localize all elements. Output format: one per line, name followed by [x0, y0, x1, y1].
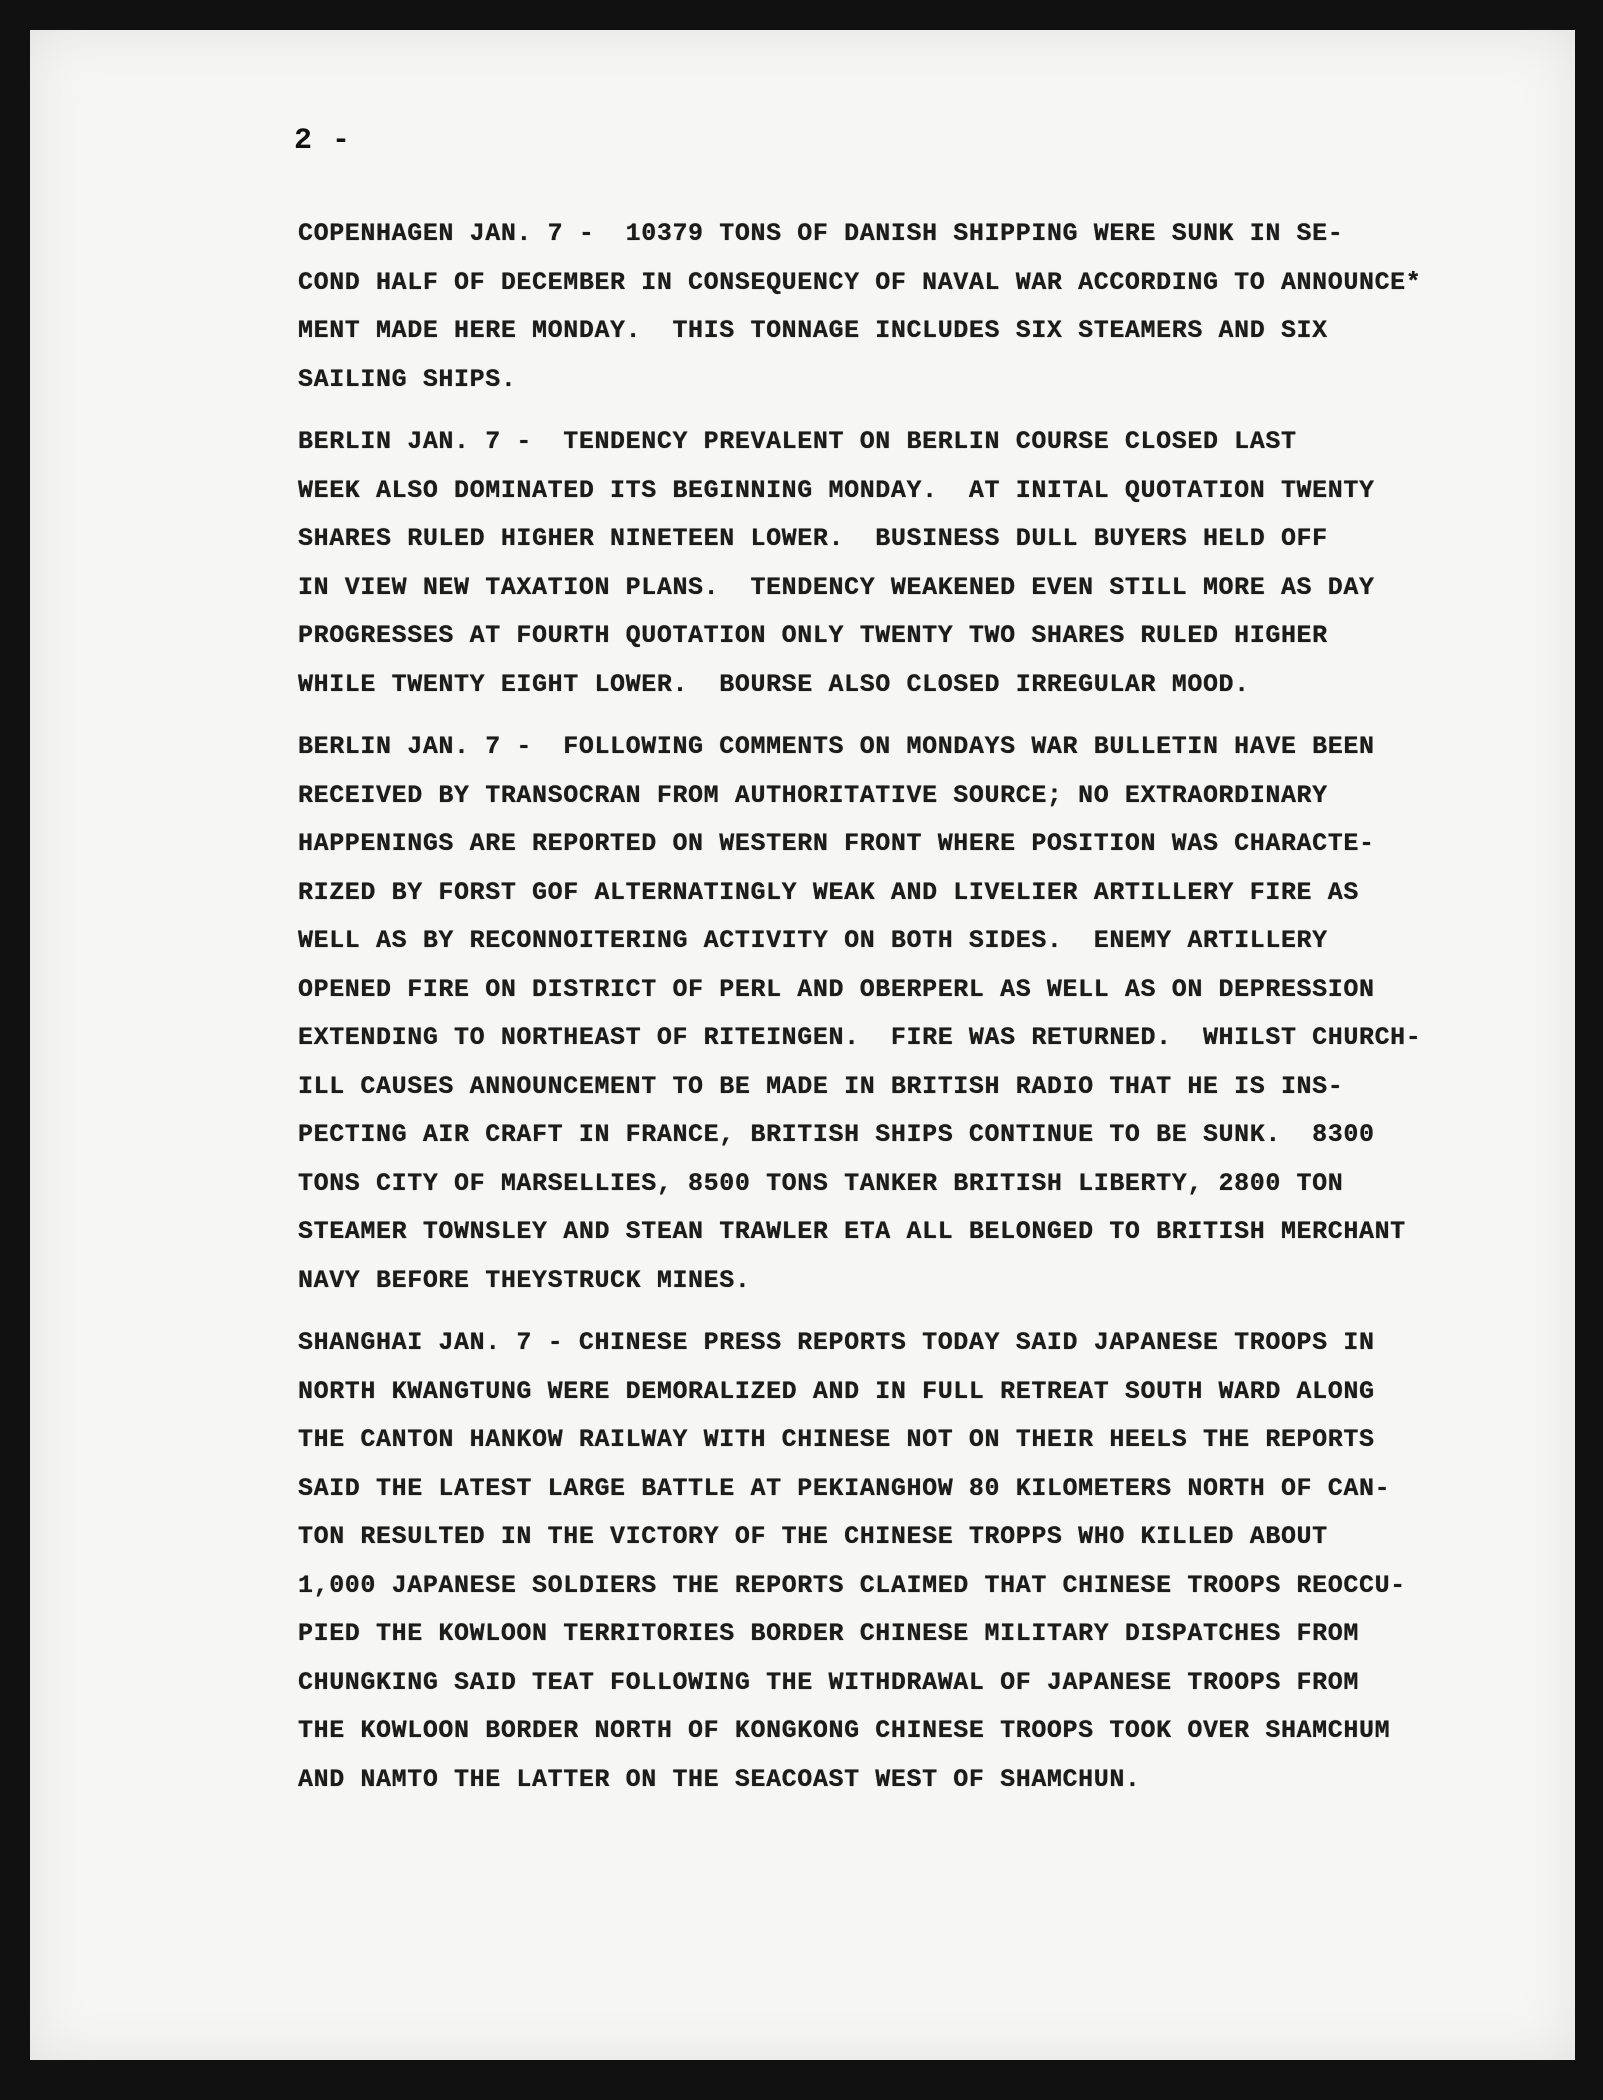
text-line: ILL CAUSES ANNOUNCEMENT TO BE MADE IN BRITISH RADIO THAT HE IS INS-	[298, 1071, 1344, 1101]
text-line: BERLIN JAN. 7 - FOLLOWING COMMENTS ON MONDAYS WAR BULLETIN HAVE BEEN	[298, 732, 1375, 761]
text-line: PROGRESSES AT FOURTH QUOTATION ONLY TWENTY TWO SHARES RULED HIGHER	[298, 621, 1328, 650]
text-line: SAILING SHIPS.	[298, 364, 517, 394]
text-line: WELL AS BY RECONNOITERING ACTIVITY ON BOTH SIDES. ENEMY ARTILLERY	[298, 926, 1328, 955]
text-line: MENT MADE HERE MONDAY. THIS TONNAGE INCLUDES SIX STEAMERS AND SIX	[298, 316, 1328, 345]
text-line: BERLIN JAN. 7 - TENDENCY PREVALENT ON BERLIN COURSE CLOSED LAST	[298, 427, 1297, 456]
text-line: COPENHAGEN JAN. 7 - 10379 TONS OF DANISH SHIPPING WERE SUNK IN SE-	[298, 219, 1344, 248]
text-line: SHANGHAI JAN. 7 - CHINESE PRESS REPORTS TODAY SAID JAPANESE TROOPS IN	[298, 1328, 1375, 1357]
text-line: HAPPENINGS ARE REPORTED ON WESTERN FRONT WHERE POSITION WAS CHARACTE-	[298, 829, 1375, 858]
text-line: WHILE TWENTY EIGHT LOWER. BOURSE ALSO CLOSED IRREGULAR MOOD.	[298, 669, 1250, 699]
news-item-berlin-bourse	[298, 418, 1478, 709]
text-line: AND NAMTO THE LATTER ON THE SEACOAST WEST OF SHAMCHUN.	[298, 1764, 1141, 1794]
teletype-text	[298, 210, 1478, 1818]
text-line: TON RESULTED IN THE VICTORY OF THE CHINESE TROPPS WHO KILLED ABOUT	[298, 1522, 1328, 1551]
text-line: THE KOWLOON BORDER NORTH OF KONGKONG CHINESE TROOPS TOOK OVER SHAMCHUM	[298, 1716, 1391, 1745]
text-line: OPENED FIRE ON DISTRICT OF PERL AND OBERPERL AS WELL AS ON DEPRESSION	[298, 974, 1375, 1004]
news-item-berlin-war-bulletin	[298, 723, 1478, 1305]
text-line: EXTENDING TO NORTHEAST OF RITEINGEN. FIRE WAS RETURNED. WHILST CHURCH-	[298, 1023, 1422, 1052]
text-line: THE CANTON HANKOW RAILWAY WITH CHINESE NOT ON THEIR HEELS THE REPORTS	[298, 1425, 1375, 1454]
text-line: WEEK ALSO DOMINATED ITS BEGINNING MONDAY. AT INITAL QUOTATION TWENTY	[298, 475, 1375, 505]
text-line: TONS CITY OF MARSELLIES, 8500 TONS TANKER BRITISH LIBERTY, 2800 TON	[298, 1168, 1344, 1198]
text-line: NORTH KWANGTUNG WERE DEMORALIZED AND IN FULL RETREAT SOUTH WARD ALONG	[298, 1376, 1375, 1406]
text-line: PECTING AIR CRAFT IN FRANCE, BRITISH SHIPS CONTINUE TO BE SUNK. 8300	[298, 1120, 1375, 1149]
text-line: CHUNGKING SAID TEAT FOLLOWING THE WITHDRAWAL OF JAPANESE TROOPS FROM	[298, 1667, 1359, 1697]
text-line: COND HALF OF DECEMBER IN CONSEQUENCY OF NAVAL WAR ACCORDING TO ANNOUNCE*	[298, 267, 1422, 297]
text-line: RIZED BY FORST GOF ALTERNATINGLY WEAK AND LIVELIER ARTILLERY FIRE AS	[298, 877, 1359, 907]
text-line: PIED THE KOWLOON TERRITORIES BORDER CHINESE MILITARY DISPATCHES FROM	[298, 1619, 1359, 1648]
text-line: STEAMER TOWNSLEY AND STEAN TRAWLER ETA ALL BELONGED TO BRITISH MERCHANT	[298, 1217, 1406, 1246]
text-line: 1,000 JAPANESE SOLDIERS THE REPORTS CLAIMED THAT CHINESE TROOPS REOCCU-	[298, 1570, 1406, 1600]
text-line: NAVY BEFORE THEYSTRUCK MINES.	[298, 1265, 751, 1295]
text-line: IN VIEW NEW TAXATION PLANS. TENDENCY WEAKENED EVEN STILL MORE AS DAY	[298, 572, 1375, 602]
page-number: 2 -	[294, 124, 352, 158]
text-line: RECEIVED BY TRANSOCRAN FROM AUTHORITATIVE SOURCE; NO EXTRAORDINARY	[298, 780, 1328, 810]
text-line: SAID THE LATEST LARGE BATTLE AT PEKIANGHOW 80 KILOMETERS NORTH OF CAN-	[298, 1473, 1391, 1503]
news-item-copenhagen	[298, 210, 1478, 404]
text-line: SHARES RULED HIGHER NINETEEN LOWER. BUSINESS DULL BUYERS HELD OFF	[298, 524, 1328, 553]
news-item-shanghai	[298, 1319, 1478, 1804]
